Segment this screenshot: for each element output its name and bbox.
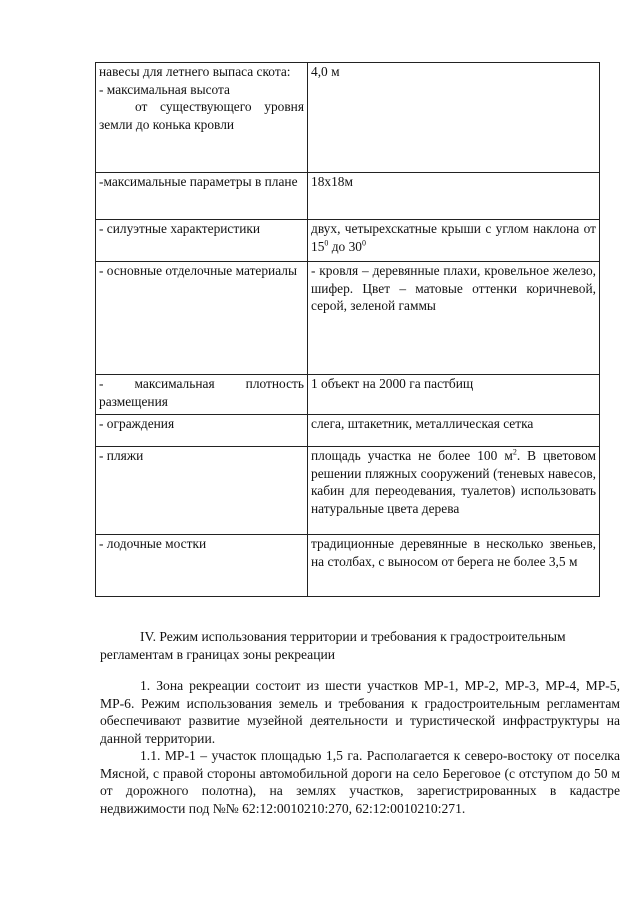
table-cell-parameter: - максимальная плотность размещения [96, 375, 308, 415]
requirements-table [95, 62, 600, 597]
degree-superscript: 0 [324, 238, 329, 248]
table-row [96, 415, 600, 447]
table-cell-value: 1 объект на 2000 га пастбищ [308, 375, 600, 415]
table-cell-parameter: - основные отделочные материалы [96, 262, 308, 375]
table-row [96, 220, 600, 262]
table-cell-parameter: - пляжи [96, 447, 308, 535]
table-cell-value: - кровля – деревянные плахи, кровельное железо, шифер. Цвет – матовые оттенки коричневой, серой, зеленой гаммы [308, 262, 600, 375]
cell-text: . В цветовом решении пляжных сооружений (теневых навесов, кабин для переодевания, туалетов) использовать натуральные цвета дерева [311, 448, 596, 516]
table-row [96, 173, 600, 220]
cell-text: - максимальная высота [99, 81, 231, 97]
table-cell-parameter: - ограждения [96, 415, 308, 447]
section-heading: IV. Режим использования территории и требования к градостроительным регламентам в границах зоны рекреации [100, 629, 566, 662]
table-cell-value [308, 447, 600, 535]
table-row [96, 535, 600, 597]
table-cell-parameter: -максимальные параметры в плане [96, 173, 308, 220]
square-superscript: 2 [512, 447, 517, 457]
table-cell-parameter: - силуэтные характеристики [96, 220, 308, 262]
table-row [96, 63, 600, 173]
table-row [96, 447, 600, 535]
table-cell-value: традиционные деревянные в несколько звеньев, на столбах, с выносом от берега не более 3,5 м [308, 535, 600, 597]
table-cell-value: 18х18м [308, 173, 600, 220]
cell-text: от существующего уровня земли до конька кровли [99, 99, 304, 132]
table-cell-value: 4,0 м [308, 63, 600, 173]
paragraph: 1. Зона рекреации состоит из шести участков МР-1, МР-2, МР-3, МР-4, МР-5, МР-6. Режим использования земель и требования к градостроительным регламентам обеспечивают развитие музейной деятельности и туристической инфраструктуры на данной территории. [100, 678, 620, 746]
table-cell-parameter [96, 63, 308, 173]
table-row [96, 375, 600, 415]
table-cell-parameter: - лодочные мостки [96, 535, 308, 597]
cell-text: до 30 [328, 238, 362, 254]
degree-superscript: 0 [362, 238, 366, 248]
table-cell-value [308, 220, 600, 262]
table-row [96, 262, 600, 375]
paragraph: 1.1. МР-1 – участок площадью 1,5 га. Располагается к северо-востоку от поселка Мясной, с правой стороны автомобильной дороги на село Береговое (с отступом до 50 м от дорожного полотна), на землях участков, зарегистрированных в кадастре недвижимости под №№ 62:12:0010210:270, 62:12:0010210:271. [100, 748, 620, 816]
table-cell-value: слега, штакетник, металлическая сетка [308, 415, 600, 447]
cell-text: двух, четырехскатные крыши с углом наклона от 15 [311, 221, 596, 254]
cell-text: навесы для летнего выпаса скота: [99, 64, 291, 79]
cell-text: площадь участка не более 100 м [311, 448, 513, 463]
